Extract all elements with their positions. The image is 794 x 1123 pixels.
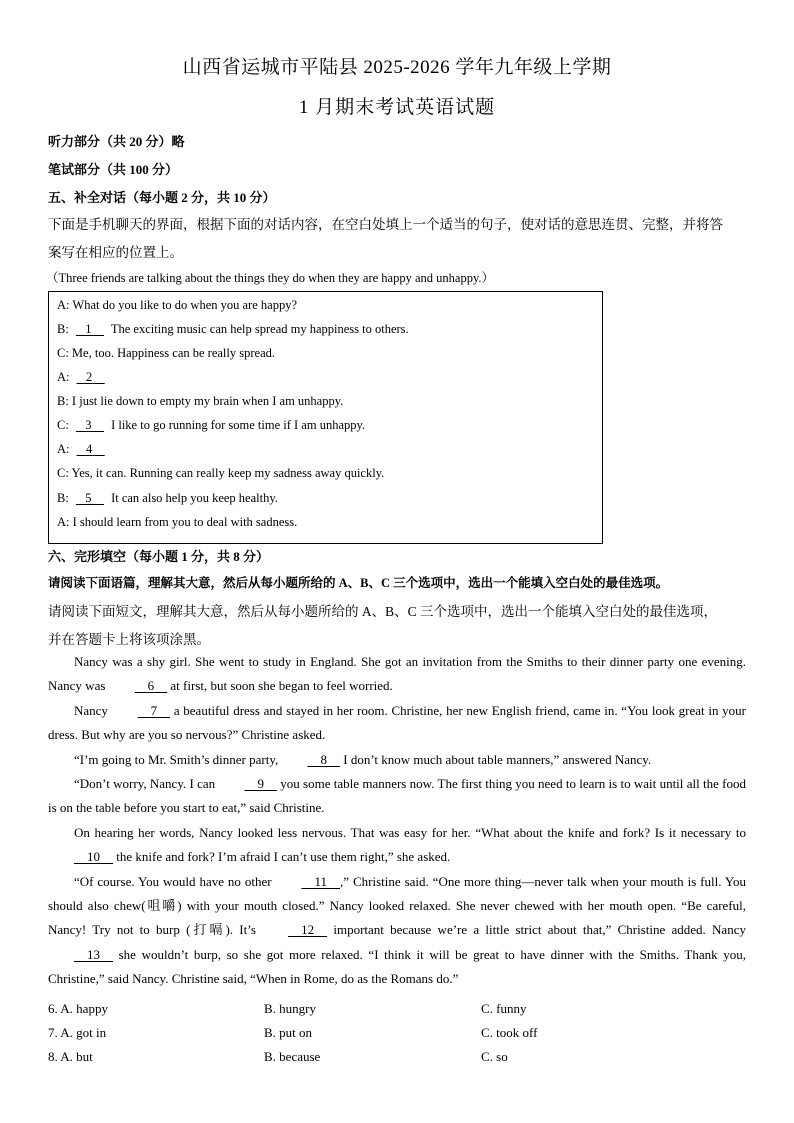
dialogue-context: （Three friends are talking about the things they do when they are happy and unhappy.） [46, 271, 495, 285]
option-c[interactable]: C. took off [481, 1025, 538, 1040]
cloze-blank-9[interactable]: 9 [257, 776, 264, 792]
option-a[interactable]: A. happy [60, 1001, 108, 1016]
section6-heading: 六、完形填空（每小题 1 分，共 8 分） [48, 549, 270, 564]
section5-heading: 五、补全对话（每小题 2 分，共 10 分） [48, 190, 276, 205]
answer-blank-3[interactable]: 3 [85, 418, 92, 432]
dialogue-line: B: I just lie down to empty my brain when I am unhappy. [57, 394, 344, 408]
passage-paragraph: “Of course. You would have no other 11 ,” Christine said. “One more thing—never talk when your mouth is full. You should also chew(咀嚼) with your mouth closed.” Nancy looked relaxed. She never chewed with her mouth open. “Be careful, Nancy! Try not to burp (打嗝). It’s 12 important because we’re a little strict about that,” Christine added. Nancy 13 she wouldn’t burp, so she got more relaxed. “I think it will be great to have dinner with the Smiths. Thank you, Christine,” said Nancy. Christine said, “When in Rome, do as the Romans do.” [48, 870, 746, 992]
listening-part-label: 听力部分（共 20 分）略 [48, 134, 185, 149]
answer-blank-5[interactable]: 5 [85, 491, 92, 505]
cloze-blank-12[interactable]: 12 [301, 922, 315, 938]
passage-paragraph: “I’m going to Mr. Smith’s dinner party, 8 I don’t know much about table manners,” answered Nancy. [48, 748, 746, 772]
section6-bold-instruction: 请阅读下面语篇，理解其大意，然后从每小题所给的 A、B、C 三个选项中，选出一个能填入空白处的最佳选项。 [48, 576, 669, 590]
answer-blank-1[interactable]: 1 [85, 322, 92, 336]
dialogue-line: A: What do you like to do when you are happy? [57, 298, 297, 312]
dialogue-line: C: Yes, it can. Running can really keep my sadness away quickly. [57, 466, 385, 480]
dialogue-line: C: Me, too. Happiness can be really spread. [57, 346, 275, 360]
passage-paragraph: Nancy 7 a beautiful dress and stayed in her room. Christine, her new English friend, came in. “You look great in your dress. But why are you so nervous?” Christine asked. [48, 699, 746, 748]
option-b[interactable]: B. put on [264, 1025, 313, 1040]
cloze-blank-7[interactable]: 7 [150, 702, 158, 718]
cloze-blank-11[interactable]: 11 [314, 873, 328, 889]
dialogue-line: B: 5 It can also help you keep healthy. [57, 491, 278, 505]
dialogue-line: C: 3 I like to go running for some time if I am unhappy. [57, 418, 366, 432]
section5-instruction-line1: 下面是手机聊天的界面，根据下面的对话内容，在空白处填上一个适当的句子，使对话的意思连贯、完整，并将答 [48, 217, 723, 232]
option-a[interactable]: A. got in [60, 1025, 107, 1040]
section6-instruction-line1: 请阅读下面短文，理解其大意，然后从每小题所给的 A、B、C 三个选项中，选出一个能填入空白处的最佳选项， [48, 604, 718, 619]
dialogue-line: A: 4 [57, 442, 109, 457]
cloze-passage [48, 650, 746, 992]
option-b[interactable]: B. because [264, 1049, 321, 1064]
section5-instruction-line2: 案写在相应的位置上。 [48, 245, 183, 260]
answer-blank-4[interactable]: 4 [85, 442, 93, 456]
dialogue-line: B: 1 The exciting music can help spread my happiness to others. [57, 322, 409, 336]
question-number: 6. A. happy [48, 1001, 108, 1016]
cloze-blank-13[interactable]: 13 [87, 946, 100, 962]
option-c[interactable]: C. so [481, 1049, 508, 1064]
question-number: 7. A. got in [48, 1025, 107, 1040]
answer-blank-2[interactable]: 2 [85, 370, 93, 384]
passage-paragraph: “Don’t worry, Nancy. I can 9 you some table manners now. The first thing you need to learn is to wait until all the food is on the table before you start to eat,” said Christine. [48, 772, 746, 821]
section6-instruction-line2: 并在答题卡上将该项涂黑。 [48, 632, 210, 647]
exam-title-line1: 山西省运城市平陆县 2025-2026 学年九年级上学期 [182, 57, 612, 78]
option-b[interactable]: B. hungry [264, 1001, 316, 1016]
exam-title-line2: 1 月期末考试英语试题 [298, 97, 496, 118]
passage-paragraph: Nancy was a shy girl. She went to study in England. She got an invitation from the Smiths to their dinner party one evening. Nancy was 6 at first, but soon she began to feel worried. [48, 650, 746, 699]
dialogue-line: A: 2 [57, 370, 109, 385]
option-a[interactable]: A. but [60, 1049, 93, 1064]
question-number: 8. A. but [48, 1049, 93, 1064]
cloze-blank-8[interactable]: 8 [320, 751, 327, 767]
dialogue-line: A: I should learn from you to deal with sadness. [57, 515, 298, 529]
writing-part-label: 笔试部分（共 100 分） [48, 162, 179, 177]
cloze-blank-10[interactable]: 10 [87, 849, 100, 865]
option-c[interactable]: C. funny [481, 1001, 527, 1016]
passage-paragraph: On hearing her words, Nancy looked less nervous. That was easy for her. “What about the knife and fork? Is it necessary to 10 the knife and fork? I’m afraid I can’t use them right,” she asked. [48, 821, 746, 870]
cloze-blank-6[interactable]: 6 [147, 678, 155, 694]
